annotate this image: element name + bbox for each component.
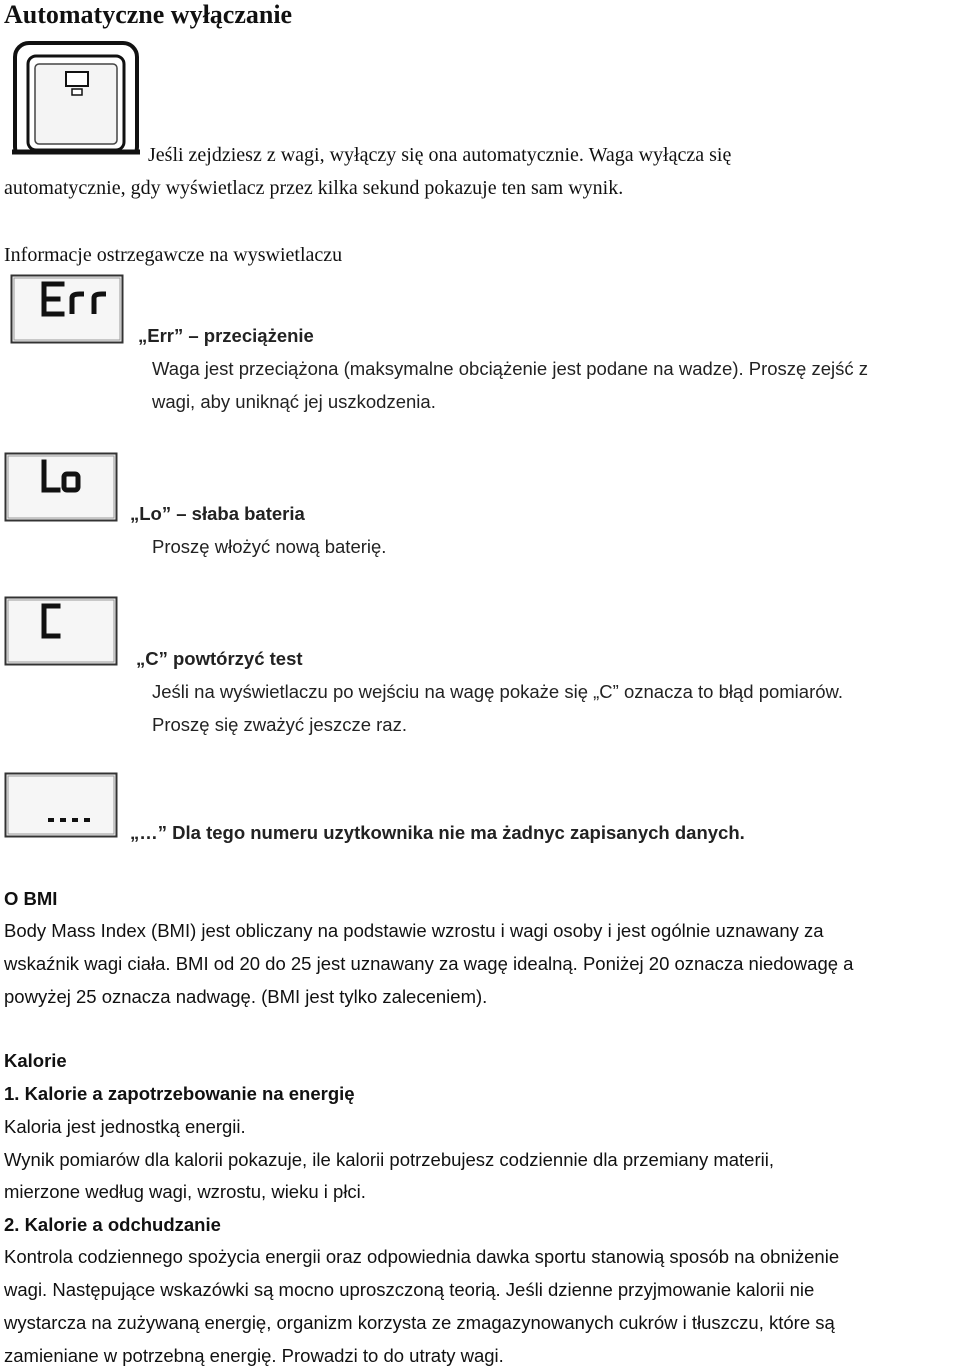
- calories-section1-line-2: Wynik pomiarów dla kalorii pokazuje, ile kalorii potrzebujesz codziennie dla przemiany materii,: [4, 1149, 774, 1170]
- calories-section1-line-3: mierzone według wagi, wzrostu, wieku i płci.: [4, 1181, 366, 1202]
- calories-section2-line-4: zamieniane w potrzebną energię. Prowadzi to do utraty wagi.: [4, 1345, 504, 1366]
- calories-section2-line-1: Kontrola codziennego spożycia energii oraz odpowiednia dawka sportu stanowią sposób na obniżenie: [4, 1246, 840, 1267]
- calories-section1-heading: 1. Kalorie a zapotrzebowanie na energię: [4, 1083, 355, 1104]
- calories-section2-line-2: wagi. Następujące wskazówki są mocno uproszczoną teorią. Jeśli dzienne przyjmowanie kalorii nie: [4, 1279, 815, 1300]
- lcd-c-icon: [4, 596, 118, 666]
- bmi-heading: O BMI: [4, 888, 58, 909]
- warning-c-heading: „C” powtórzyć test: [136, 648, 303, 669]
- warning-c-line-1: Jeśli na wyświetlaczu po wejściu na wagę pokaże się „C” oznacza to błąd pomiarów.: [152, 681, 844, 702]
- calories-section2-heading: 2. Kalorie a odchudzanie: [4, 1214, 221, 1235]
- warning-lo-heading: „Lo” – słaba bateria: [130, 503, 305, 524]
- scale-icon: [12, 40, 140, 164]
- calories-section2-line-3: wystarcza na zużywaną energię, organizm korzysta ze zmagazynowanych cukrów i tłuszczu, które są: [4, 1312, 835, 1333]
- warnings-heading: Informacje ostrzegawcze na wyswietlaczu: [4, 244, 343, 266]
- bmi-line-3: powyżej 25 oznacza nadwagę. (BMI jest tylko zaleceniem).: [4, 986, 488, 1007]
- warning-err-heading: „Err” – przeciążenie: [138, 325, 314, 346]
- calories-heading: Kalorie: [4, 1050, 67, 1071]
- warning-c-line-2: Proszę się zważyć jeszcze raz.: [152, 714, 407, 735]
- auto-off-line-2: automatycznie, gdy wyświetlacz przez kilka sekund pokazuje ten sam wynik.: [4, 177, 624, 199]
- warning-dashes-heading: „…” Dla tego numeru uzytkownika nie ma żadnyc zapisanych danych.: [130, 822, 745, 843]
- calories-section1-line-1: Kaloria jest jednostką energii.: [4, 1116, 246, 1137]
- warning-lo-line-1: Proszę włożyć nową baterię.: [152, 536, 387, 557]
- lcd-dashes-icon: [4, 772, 118, 838]
- bmi-line-1: Body Mass Index (BMI) jest obliczany na podstawie wzrostu i wagi osoby i jest ogólnie uznawany za: [4, 920, 824, 941]
- page-title: Automatyczne wyłączanie: [4, 0, 293, 29]
- lcd-lo-icon: [4, 452, 118, 522]
- lcd-err-icon: [10, 274, 124, 344]
- warning-err-line-1: Waga jest przeciążona (maksymalne obciążenie jest podane na wadze). Proszę zejść z: [152, 358, 869, 379]
- auto-off-line-1: Jeśli zejdziesz z wagi, wyłączy się ona automatycznie. Waga wyłącza się: [148, 144, 732, 166]
- bmi-line-2: wskaźnik wagi ciała. BMI od 20 do 25 jest uznawany za wagę idealną. Poniżej 20 oznacza niedowagę a: [4, 953, 854, 974]
- warning-err-line-2: wagi, aby uniknąć jej uszkodzenia.: [152, 391, 436, 412]
